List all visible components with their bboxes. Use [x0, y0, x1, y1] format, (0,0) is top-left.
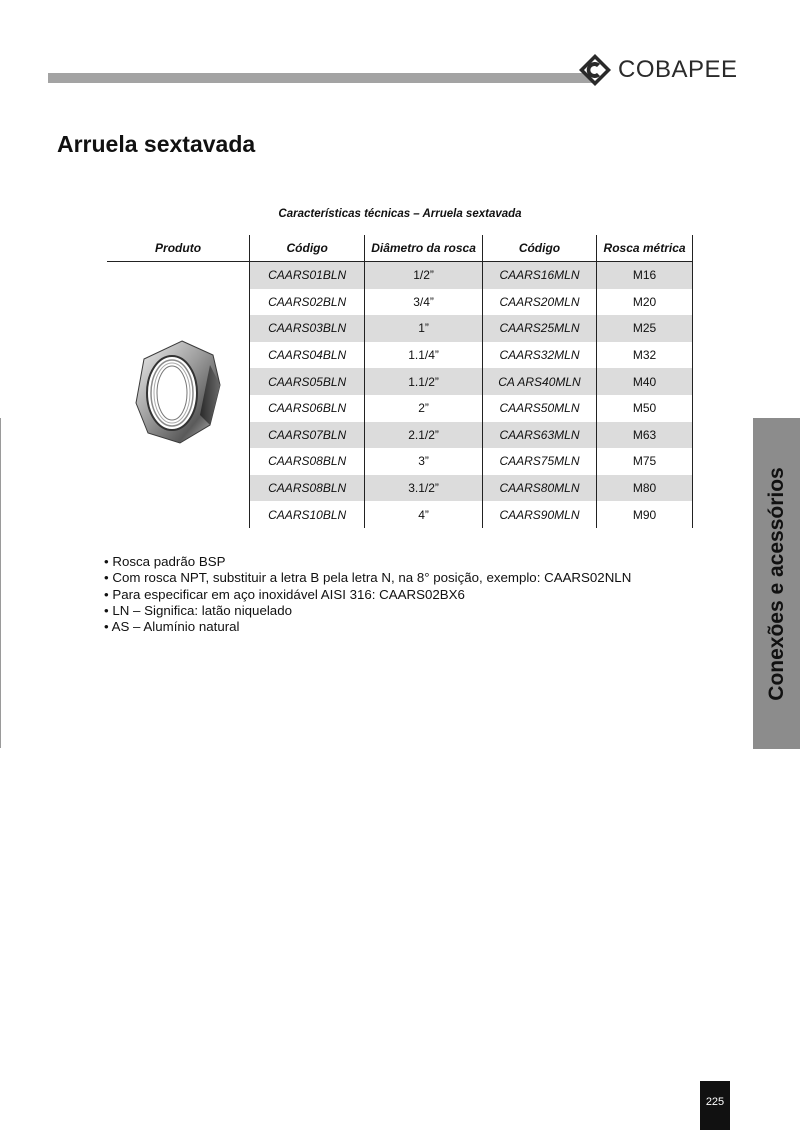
code-bsp-cell: CAARS08BLN [268, 454, 347, 469]
metric-cell: M63 [597, 422, 693, 449]
code-metric-cell: CAARS16MLN [482, 262, 596, 289]
metric-cell: M80 [597, 475, 693, 502]
diameter-cell: 1.1/4” [365, 342, 483, 369]
note-item: • LN – Significa: latão niquelado [104, 602, 292, 618]
header-codigo-metric: Código [482, 235, 596, 262]
note-item: • Rosca padrão BSP [104, 554, 226, 569]
page-number: 225 [700, 1081, 730, 1130]
code-metric-cell: CA ARS40MLN [482, 368, 596, 395]
diameter-cell: 3/4” [365, 289, 483, 316]
code-bsp-cell: CAARS07BLN [250, 422, 365, 449]
metric-cell: M90 [597, 501, 693, 528]
diameter-cell: 2.1/2” [365, 422, 483, 449]
code-metric-cell: CAARS80MLN [482, 475, 596, 502]
code-metric-cell: CAARS25MLN [482, 315, 596, 342]
header-codigo-bsp: Código [250, 235, 365, 262]
left-margin-rule [0, 418, 1, 748]
diameter-cell: 3” [365, 448, 483, 475]
code-metric-cell: CAARS63MLN [482, 422, 596, 449]
page-title: Arruela sextavada [57, 131, 256, 157]
metric-cell: M32 [597, 342, 693, 369]
table-header-row [107, 235, 693, 262]
table-caption: Características técnicas – Arruela sextavada [278, 208, 522, 220]
code-bsp-cell: CAARS04BLN [268, 348, 347, 363]
metric-cell: M40 [597, 368, 693, 395]
code-bsp-cell: CAARS05BLN [250, 368, 365, 395]
code-bsp-cell: CAARS03BLN [250, 315, 365, 342]
metric-cell: M20 [597, 289, 693, 316]
note-item: • Com rosca NPT, substituir a letra B pela letra N, na 8° posição, exemplo: CAARS02NLN [104, 570, 632, 586]
metric-cell: M75 [597, 448, 693, 475]
code-bsp-cell: CAARS10BLN [268, 507, 347, 522]
code-metric-cell: CAARS75MLN [499, 454, 580, 469]
metric-cell: M50 [597, 395, 693, 422]
header-bar [48, 73, 596, 83]
table-row [107, 262, 693, 289]
diameter-cell: 1” [365, 315, 483, 342]
code-metric-cell: CAARS32MLN [499, 348, 580, 363]
notes-list [104, 554, 631, 635]
header-rosca-metrica: Rosca métrica [597, 235, 693, 262]
section-side-tab [753, 418, 800, 749]
diameter-cell: 2” [365, 395, 483, 422]
diameter-cell: 1/2” [365, 262, 483, 289]
note-item: • AS – Alumínio natural [104, 619, 240, 635]
cobapee-logo-icon [578, 53, 612, 87]
code-bsp-cell: CAARS08BLN [250, 475, 365, 502]
code-metric-cell: CAARS50MLN [499, 401, 580, 416]
note-item: • Para especificar em aço inoxidável AISI 316: CAARS02BX6 [104, 586, 465, 602]
diameter-cell: 1.1/2” [365, 368, 483, 395]
code-metric-cell: CAARS20MLN [499, 294, 580, 309]
code-bsp-cell: CAARS01BLN [250, 262, 365, 289]
brand-logo [578, 52, 738, 88]
product-image-cell [107, 262, 250, 528]
spec-table [107, 235, 693, 528]
section-side-tab-label: Conexões e acessórios [764, 466, 788, 701]
hex-locknut-image [128, 337, 228, 449]
metric-cell: M25 [597, 315, 693, 342]
diameter-cell: 4” [365, 501, 483, 528]
brand-name: COBAPEE [618, 56, 738, 83]
header-produto: Produto [107, 235, 250, 262]
header-diametro: Diâmetro da rosca [365, 235, 483, 262]
diameter-cell: 3.1/2” [365, 475, 483, 502]
code-bsp-cell: CAARS06BLN [268, 401, 347, 416]
code-metric-cell: CAARS90MLN [499, 507, 580, 522]
metric-cell: M16 [597, 262, 693, 289]
code-bsp-cell: CAARS02BLN [268, 294, 347, 309]
